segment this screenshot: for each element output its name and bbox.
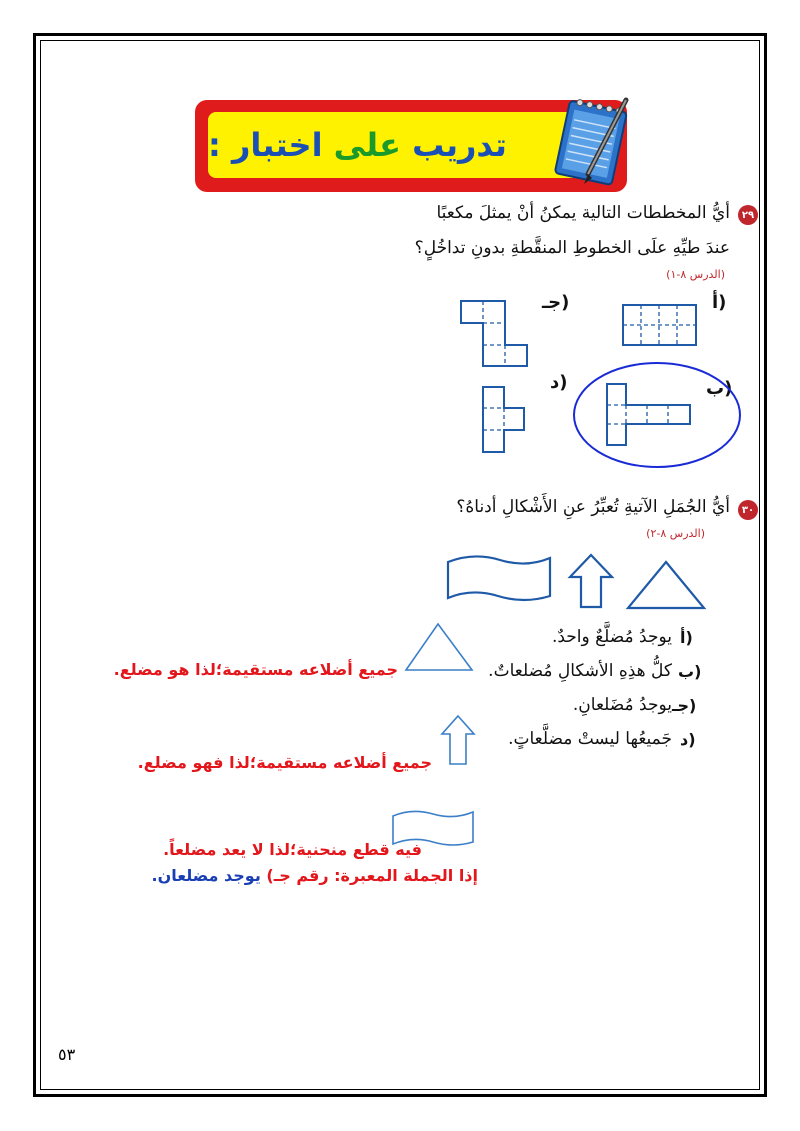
q30-triangle-shape <box>626 560 706 610</box>
solution-triangle <box>404 622 474 672</box>
question-29-number: ٢٩ <box>738 205 758 225</box>
q30-option-a-label: أ) <box>680 628 693 647</box>
banner-word-3: اختبار : <box>208 126 323 164</box>
net-option-c <box>460 300 530 368</box>
q29-option-b-label: ب) <box>706 378 733 399</box>
solution-arrow <box>440 714 476 766</box>
conclusion-answer: يوجد مضلعان. <box>151 866 261 885</box>
solution-arrow-text: جميع أضلاعه مستقيمة؛لذا فهو مضلع. <box>137 753 432 772</box>
solution-conclusion <box>151 866 478 885</box>
answer-circle-option-b <box>572 360 742 470</box>
net-option-d <box>482 386 526 454</box>
banner-word-2: على <box>333 126 401 164</box>
q30-arrow-shape <box>569 553 615 609</box>
banner-word-1: تدريب <box>412 126 507 164</box>
q29-option-c-label: جـ) <box>542 292 570 313</box>
question-29-lesson-ref: (الدرس ٨-١) <box>666 268 725 281</box>
conclusion-choice: جـ) <box>266 866 291 885</box>
q30-curved-shape <box>444 550 554 606</box>
question-30-lesson-ref: (الدرس ٨-٢) <box>646 527 705 540</box>
question-29-line-2: عندَ طيِّهِ علَى الخطوطِ المنقَّطةِ بدونِ تداخُلٍ؟ <box>414 238 730 258</box>
conclusion-prefix: إذا الجملة المعبرة: رقم <box>296 866 478 885</box>
q30-option-c-label: جـ) <box>672 696 697 715</box>
question-30-line-1: أيُّ الجُمَلِ الآتيةِ تُعبِّرُ عنِ الأَشْكالِ أدناهُ؟ <box>456 497 730 517</box>
question-30-number: ٣٠ <box>738 500 758 520</box>
q30-option-b-label: ب) <box>678 662 702 681</box>
solution-triangle-text: جميع أضلاعه مستقيمة؛لذا هو مضلع. <box>113 660 398 679</box>
banner-title <box>208 112 580 178</box>
q30-option-a-text: يوجدُ مُضلَّعٌ واحدٌ. <box>551 627 672 647</box>
q30-option-c-text: يوجدُ مُضَلعانِ. <box>572 695 672 715</box>
q30-option-b-text: كلُّ هذِهِ الأشكالِ مُضلعاتٌ. <box>488 661 672 681</box>
notepad-icon <box>548 92 636 192</box>
q30-option-d-label: د) <box>680 730 696 749</box>
net-option-a <box>622 304 698 346</box>
page-number: ٥٣ <box>58 1045 76 1064</box>
q29-option-d-label: د) <box>550 372 568 393</box>
q29-option-a-label: أ) <box>712 292 727 313</box>
solution-curve-text: فيه قطع منحنية؛لذا لا يعد مضلعاً. <box>163 840 422 859</box>
question-29-line-1: أيُّ المخططات التالية يمكنُ أنْ يمثلَ مكعبًا <box>436 203 730 223</box>
q30-option-d-text: جَميعُها ليستْ مضلَّعاتٍ. <box>508 729 672 749</box>
